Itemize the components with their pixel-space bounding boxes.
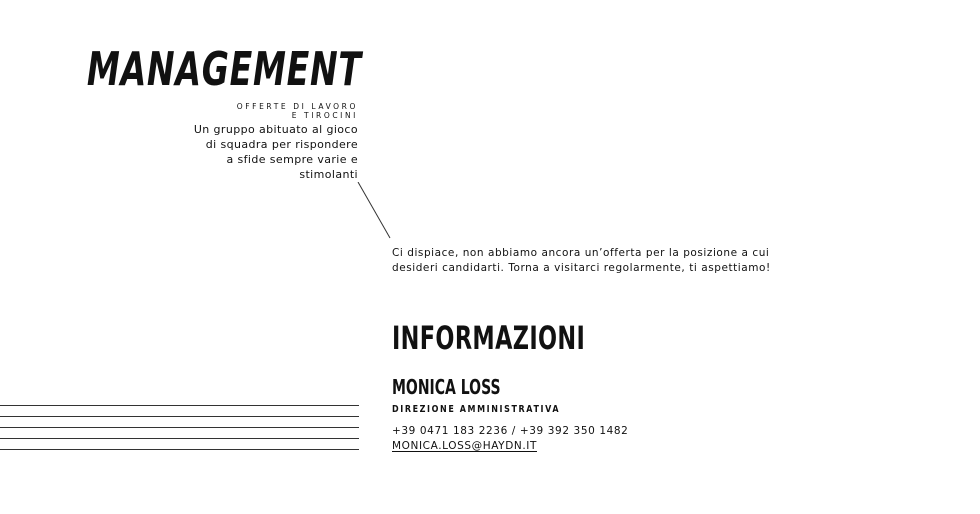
connector-line (356, 182, 392, 240)
decorative-rule (0, 438, 359, 439)
decorative-rule (0, 405, 359, 406)
decorative-rule (0, 416, 359, 417)
tagline-line: a sfide sempre varie e (226, 153, 358, 166)
no-offer-message (392, 246, 862, 276)
message-line: desideri candidarti. Torna a visitarci regolarmente, ti aspettiamo! (392, 262, 771, 274)
message-line: Ci dispiace, non abbiamo ancora un’offerta per la posizione a cui (392, 247, 770, 259)
tagline-line: di squadra per rispondere (205, 138, 358, 151)
tagline-line: stimolanti (299, 168, 358, 181)
tagline-line: Un gruppo abituato al gioco (193, 123, 358, 136)
page-tagline (148, 122, 358, 182)
contact-role: DIREZIONE AMMINISTRATIVA (392, 404, 561, 415)
kicker-line: OFFERTE DI LAVORO (236, 102, 358, 111)
decorative-rule (0, 449, 359, 450)
kicker-line: E TIROCINI (291, 111, 358, 120)
page-title: MANAGEMENT (87, 42, 362, 96)
decorative-rule (0, 427, 359, 428)
page-kicker (158, 102, 358, 120)
contact-name: MONICA LOSS (392, 375, 501, 399)
contact-phone[interactable]: +39 0471 183 2236 / +39 392 350 1482 (392, 425, 629, 437)
contact-email-link[interactable]: MONICA.LOSS@HAYDN.IT (392, 440, 537, 452)
info-section-title: INFORMAZIONI (392, 319, 586, 357)
